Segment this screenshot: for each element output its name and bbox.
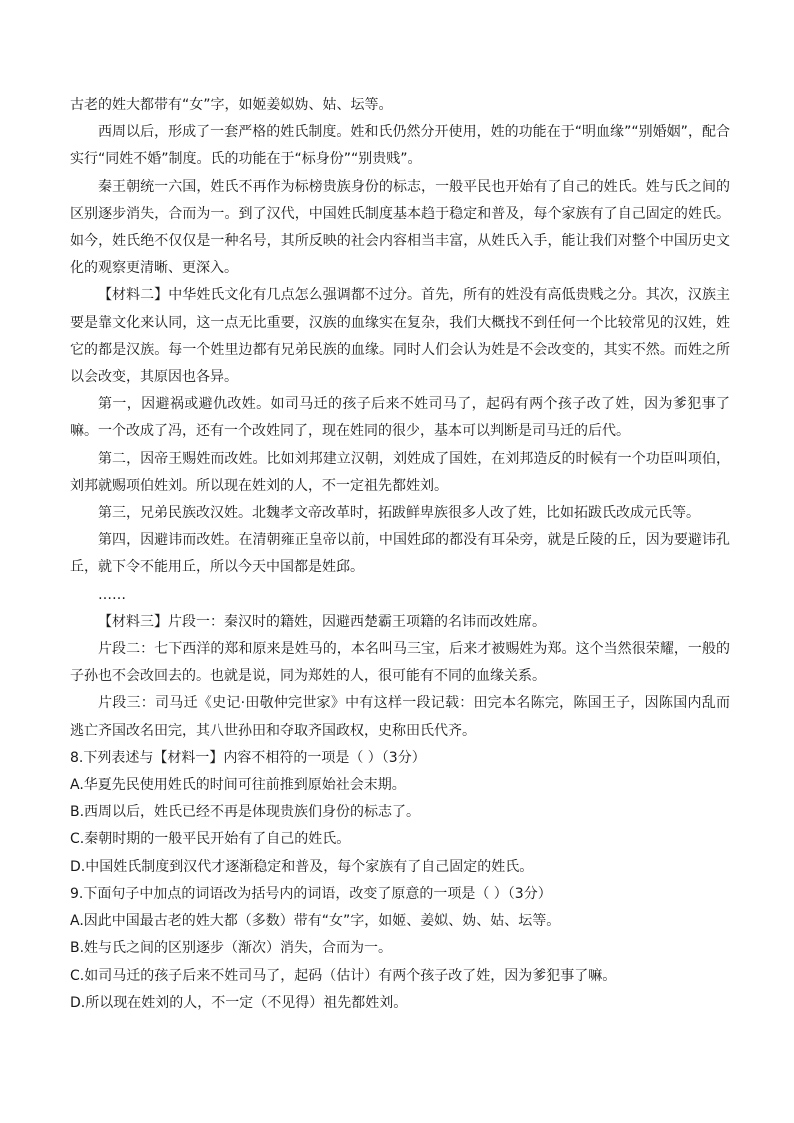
- question-stem: 8.下列表述与【材料一】内容不相符的一项是（ ）（3分）: [70, 749, 426, 766]
- answer-option: C.秦朝时期的一般平民开始有了自己的姓氏。: [70, 831, 351, 848]
- paragraph: 古老的姓大都带有“女”字，如姬姜姒妫、姑、坛等。: [70, 97, 393, 113]
- answer-option: A.因此中国最古老的姓大都（多数）带有“女”字，如姬、姜姒、妫、姑、坛等。: [70, 913, 561, 930]
- question-stem: 9.下面句子中加点的词语改为括号内的词语，改变了原意的一项是（ ）（3分）: [70, 885, 552, 902]
- paragraph: 秦王朝统一六国，姓氏不再作为标榜贵族身份的标志，一般平民也开始有了自己的姓氏。姓与氏之间的区别逐步消失，合而为一。到了汉代，中国姓氏制度基本趋于稳定和普及，每个家族有了自己固定的姓氏。如今，姓氏绝不仅仅是一种名号，其所反映的社会内容相当丰富，从姓氏入手，能让我们对整个中国历史文化的观察更清晰、更深入。: [70, 178, 730, 277]
- paragraph: 片段三：司马迁《史记·田敬仲完世家》中有这样一段记载：田完本名陈完，陈国王子，因陈国内乱而逃亡齐国改名田完，其八世孙田和夺取齐国政权，史称田氏代齐。: [70, 695, 730, 739]
- paragraph: 第一，因避祸或避仇改姓。如司马迁的孩子后来不姓司马了，起码有两个孩子改了姓，因为爹犯事了嘛。一个改成了冯，还有一个改姓同了，现在姓同的很少，基本可以判断是司马迁的后代。: [70, 396, 730, 440]
- paragraph: 【材料二】中华姓氏文化有几点怎么强调都不过分。首先，所有的姓没有高低贵贱之分。其次，汉族主要是靠文化来认同，这一点无比重要，汉族的血缘实在复杂，我们大概找不到任何一个比较常见的汉姓，姓它的都是汉族。每一个姓里边都有兄弟民族的血缘。同时人们会认为姓是不会改变的，其实不然。而姓之所以会改变，其原因也各异。: [70, 287, 730, 386]
- answer-option: A.华夏先民使用姓氏的时间可往前推到原始社会末期。: [70, 777, 406, 794]
- paragraph: 【材料三】片段一：秦汉时的籍姓，因避西楚霸王项籍的名讳而改姓席。: [98, 613, 546, 630]
- answer-option: B.姓与氏之间的区别逐步（渐次）消失，合而为一。: [70, 940, 393, 957]
- answer-option: C.如司马迁的孩子后来不姓司马了，起码（估计）有两个孩子改了姓，因为爹犯事了嘛。: [70, 967, 617, 984]
- document-body: [70, 92, 730, 1017]
- paragraph: ……: [98, 586, 126, 603]
- paragraph: 第二，因帝王赐姓而改姓。比如刘邦建立汉朝，刘姓成了国姓，在刘邦造反的时候有一个功臣叫项伯，刘邦就赐项伯姓刘。所以现在姓刘的人，不一定祖先都姓刘。: [70, 450, 730, 494]
- paragraph: 第三，兄弟民族改汉姓。北魏孝文帝改革时，拓跋鲜卑族很多人改了姓，比如拓跋氏改成元氏等。: [98, 505, 700, 522]
- answer-option: B.西周以后，姓氏已经不再是体现贵族们身份的标志了。: [70, 804, 421, 821]
- paragraph: 西周以后，形成了一套严格的姓氏制度。姓和氏仍然分开使用，姓的功能在于“明血缘”“别婚姻”，配合实行“同姓不婚”制度。氏的功能在于“标身份”“别贵贱”。: [70, 124, 730, 168]
- answer-option: D.中国姓氏制度到汉代才逐渐稳定和普及，每个家族有了自己固定的姓氏。: [70, 858, 534, 875]
- answer-option: D.所以现在姓刘的人，不一定（不见得）祖先都姓刘。: [70, 994, 408, 1011]
- paragraph: 片段二：七下西洋的郑和原来是姓马的，本名叫马三宝，后来才被赐姓为郑。这个当然很荣耀，一般的子孙也不会改回去的。也就是说，同为郑姓的人，很可能有不同的血缘关系。: [70, 641, 730, 685]
- paragraph: 第四，因避讳而改姓。在清朝雍正皇帝以前，中国姓邱的都没有耳朵旁，就是丘陵的丘，因为要避讳孔丘，就下令不能用丘，所以今天中国都是姓邱。: [70, 532, 730, 576]
